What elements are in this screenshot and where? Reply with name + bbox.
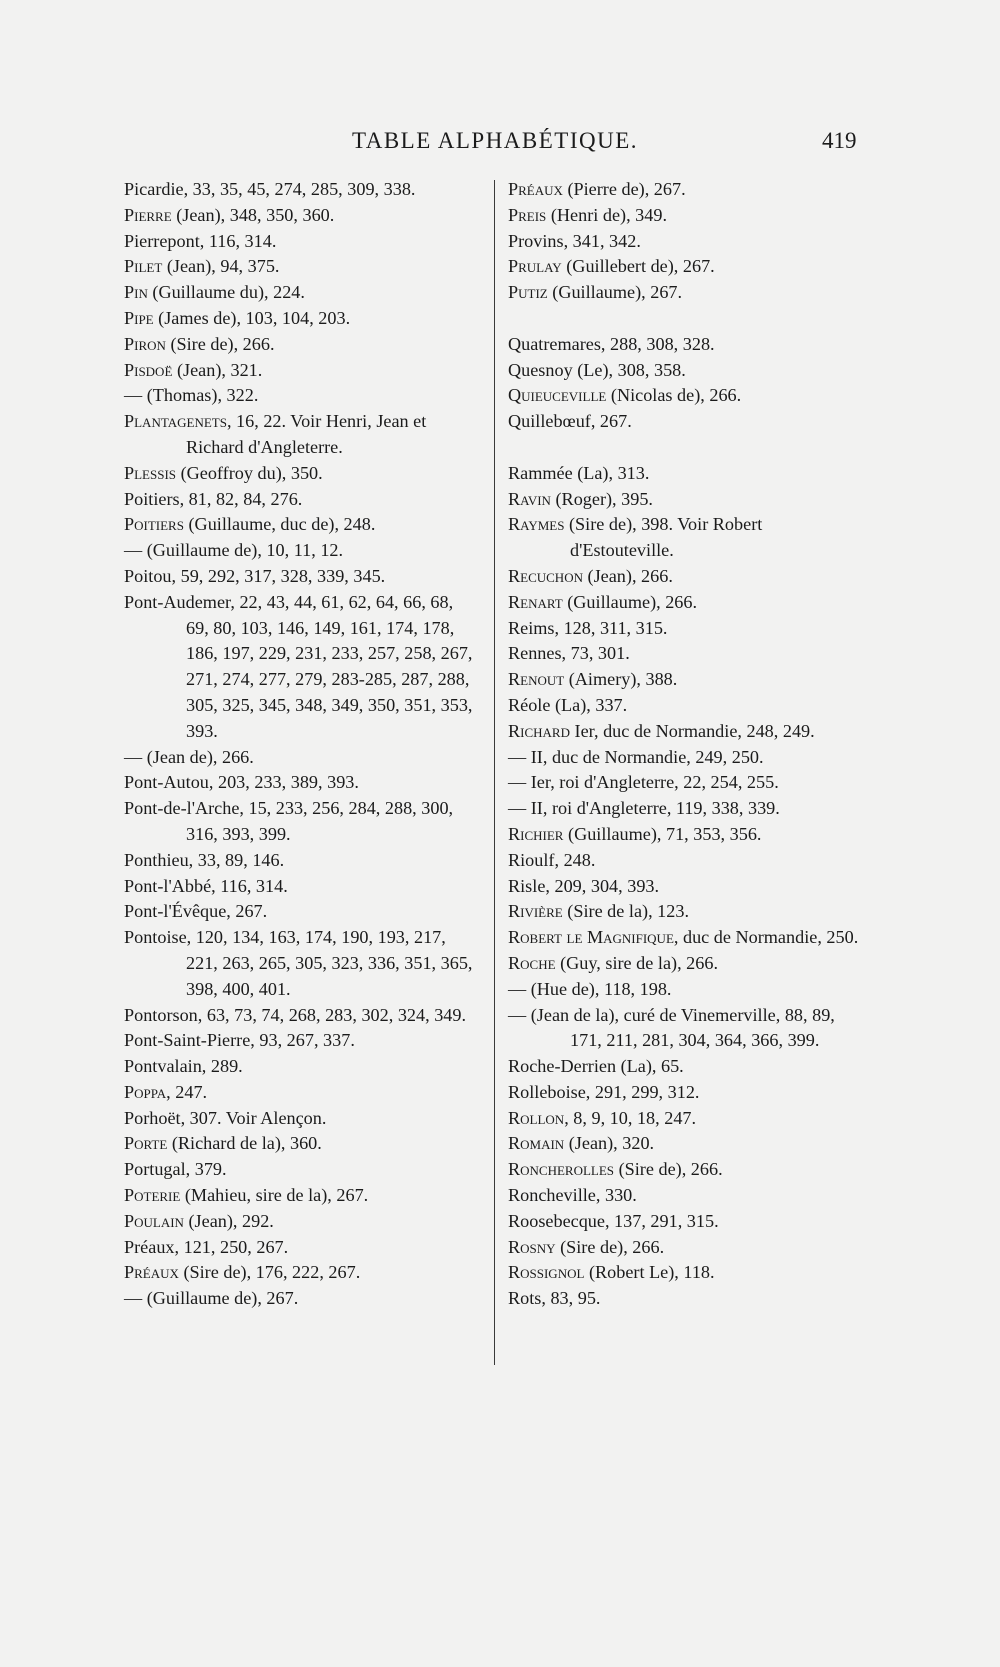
entry-text: Rots, 83, 95. [508,1288,601,1309]
entry-heading: Poulain [124,1210,184,1231]
index-entry [508,383,868,409]
index-entry [124,229,480,255]
index-entry [124,796,480,848]
entry-text: , 16, 22. Voir Henri, Jean et Richard d'Angleterre. [186,411,427,457]
entry-text: , 8, 9, 10, 18, 247. [564,1107,697,1128]
entry-heading: Quieuceville [508,385,607,406]
entry-heading: Rossignol [508,1262,585,1283]
index-entry [508,770,868,796]
entry-text: (Guillaume), 266. [562,591,698,612]
entry-text: (Guillaume), 71, 353, 356. [563,823,762,844]
entry-text: Poitou, 59, 292, 317, 328, 339, 345. [124,565,386,586]
entry-text: (Jean), 348, 350, 360. [171,204,335,225]
entry-text: Roosebecque, 137, 291, 315. [508,1210,719,1231]
entry-text: (Geoffroy du), 350. [176,462,323,483]
entry-text: (Sire de), 266. [614,1159,723,1180]
entry-text: Quatremares, 288, 308, 328. [508,333,715,354]
entry-text: (Jean), 292. [183,1210,274,1231]
entry-text: (Guillaume), 267. [547,282,683,303]
index-entry [124,564,480,590]
entry-text: (Guy, sire de la), 266. [555,952,718,973]
index-entry [508,564,868,590]
entry-heading: Richier [508,823,564,844]
entry-heading: Pisdoë [124,359,173,380]
entry-text: Portugal, 379. [124,1159,227,1180]
index-entry [508,977,868,1003]
index-entry [508,487,868,513]
entry-text: Rammée (La), 313. [508,462,650,483]
index-entry [124,1131,480,1157]
column-divider [494,180,495,1365]
entry-text: (Nicolas de), 266. [606,385,742,406]
index-entry [508,409,868,435]
entry-text: (Sire de), 398. Voir Robert d'Estouteville. [564,514,763,561]
index-entry [124,899,480,925]
index-entry [508,1106,868,1132]
entry-text: Picardie, 33, 35, 45, 274, 285, 309, 338. [124,179,416,199]
index-entry [124,848,480,874]
index-entry [508,332,868,358]
index-entry [124,1054,480,1080]
entry-heading: Poppa [124,1081,167,1102]
entry-text: (Roger), 395. [550,488,653,509]
entry-text: Rioulf, 248. [508,849,596,870]
entry-text: (Jean), 94, 375. [162,256,280,277]
entry-text: (Sire de la), 123. [562,901,689,922]
entry-text: — II, duc de Normandie, 249, 250. [508,746,764,767]
entry-text: — (Guillaume de), 10, 11, 12. [124,540,344,561]
entry-heading: Rivière [508,901,563,922]
entry-heading: Poitiers [124,514,184,535]
index-entry [508,1209,868,1235]
index-entry [124,1260,480,1286]
entry-heading: Ravin [508,488,551,509]
entry-heading: Roche [508,952,556,973]
entry-text: (Jean), 266. [582,565,673,586]
entry-text: (Jean), 320. [564,1133,655,1154]
index-entry [508,177,868,203]
index-entry [508,1286,868,1312]
entry-heading: Plessis [124,462,177,483]
entry-heading: Pin [124,282,148,303]
index-entry [508,203,868,229]
entry-heading: Raymes [508,514,565,535]
index-entry [508,616,868,642]
entry-text: (Pierre de), 267. [562,179,686,199]
index-entry [508,229,868,255]
index-entry [508,641,868,667]
entry-text: (Richard de la), 360. [167,1133,322,1154]
index-entry [124,1235,480,1261]
entry-text: (Sire de), 266. [555,1236,665,1257]
index-entry [124,745,480,771]
entry-text: , 247. [166,1081,208,1102]
entry-text: Pont-Saint-Pierre, 93, 267, 337. [124,1030,355,1051]
index-entry [508,1003,868,1055]
index-entry [508,358,868,384]
entry-text: Ponthieu, 33, 89, 146. [124,849,285,870]
index-entry [508,1183,868,1209]
index-entry [508,925,868,951]
index-entry [508,1054,868,1080]
entry-text: (James de), 103, 104, 203. [153,307,351,328]
index-entry [124,1286,480,1312]
entry-heading: Putiz [508,282,548,303]
entry-heading: Preis [508,204,547,225]
page-header [0,128,1000,164]
index-entry [508,874,868,900]
index-entry [508,1157,868,1183]
index-entry [508,512,868,564]
index-entry [508,693,868,719]
entry-text: (Aimery), 388. [564,669,678,690]
entry-text: Quesnoy (Le), 308, 358. [508,359,686,380]
index-entry [124,874,480,900]
entry-text: Poitiers, 81, 82, 84, 276. [124,488,303,509]
index-entry [124,770,480,796]
section-gap [508,435,868,461]
entry-text: — Ier, roi d'Angleterre, 22, 254, 255. [508,772,779,793]
index-entry [508,461,868,487]
entry-heading: Renart [508,591,563,612]
index-entry [124,280,480,306]
entry-text: Pont-l'Abbé, 116, 314. [124,875,288,896]
entry-text: Reims, 128, 311, 315. [508,617,668,638]
index-entry [124,512,480,538]
entry-text: — (Thomas), 322. [124,385,259,406]
entry-text: (Jean), 321. [172,359,263,380]
index-entry [124,1003,480,1029]
index-entry [124,487,480,513]
index-entry [508,667,868,693]
entry-text: Roncheville, 330. [508,1185,637,1206]
index-entry [124,925,480,1002]
entry-text: — II, roi d'Angleterre, 119, 338, 339. [508,798,780,819]
entry-heading: Prulay [508,256,562,277]
entry-text: Préaux, 121, 250, 267. [124,1236,289,1257]
entry-text: Ier, duc de Normandie, 248, 249. [569,720,815,741]
entry-text: (Guillaume, duc de), 248. [183,514,376,535]
entry-text: (Guillaume du), 224. [147,282,305,303]
index-entry [508,822,868,848]
entry-heading: Richard [508,720,570,741]
entry-text: Porhoët, 307. Voir Alençon. [124,1107,327,1128]
index-entry [124,1106,480,1132]
entry-heading: Piron [124,333,166,354]
entry-text: Pontorson, 63, 73, 74, 268, 283, 302, 324, 349. [124,1004,467,1025]
entry-text: Pont-Autou, 203, 233, 389, 393. [124,772,359,793]
entry-heading: Préaux [508,179,563,199]
index-entry [508,796,868,822]
index-entry [508,719,868,745]
index-entry [508,1260,868,1286]
entry-text: Quillebœuf, 267. [508,411,632,432]
index-entry [124,409,480,461]
index-entry [124,1209,480,1235]
entry-text: (Guillebert de), 267. [561,256,715,277]
index-entry [508,254,868,280]
entry-text: (Robert Le), 118. [584,1262,715,1283]
entry-heading: Robert le Magnifique [508,927,674,948]
entry-heading: Rollon [508,1107,565,1128]
index-entry [508,1235,868,1261]
index-entry [124,254,480,280]
index-entry [124,177,480,203]
index-entry [124,538,480,564]
entry-heading: Pierre [124,204,172,225]
entry-heading: Renout [508,669,565,690]
entry-heading: Rosny [508,1236,556,1257]
index-column-left [124,177,480,1312]
index-entry [508,848,868,874]
entry-text: (Henri de), 349. [546,204,668,225]
entry-text: — (Hue de), 118, 198. [508,978,672,999]
entry-text: — (Jean de), 266. [124,746,254,767]
index-entry [124,332,480,358]
index-entry [124,461,480,487]
entry-text: Rolleboise, 291, 299, 312. [508,1081,700,1102]
index-entry [508,590,868,616]
entry-heading: Recuchon [508,565,583,586]
index-entry [508,951,868,977]
entry-text: Pontoise, 120, 134, 163, 174, 190, 193, 217, 221, 263, 265, 305, 323, 336, 351, 365, 398, 400, 401. [124,927,473,999]
entry-text: Pont-l'Évêque, 267. [124,901,268,922]
entry-text: , duc de Normandie, 250. [673,927,859,948]
entry-text: (Sire de), 266. [165,333,275,354]
index-entry [124,1157,480,1183]
index-entry [124,1028,480,1054]
entry-text: Pont-Audemer, 22, 43, 44, 61, 62, 64, 66, 68, 69, 80, 103, 146, 149, 161, 174, 178, 186, 197, 229, 231, 233, 257, 258, 267, 271, 274, 277, 279, 283-285, 287, 288, 305, 325, 345, 348, 349, 350, 351, 353, 393. [124,591,473,741]
index-entry [508,745,868,771]
entry-text: Réole (La), 337. [508,694,628,715]
index-entry [124,590,480,745]
entry-heading: Poterie [124,1185,181,1206]
entry-text: (Sire de), 176, 222, 267. [178,1262,361,1283]
entry-text: Risle, 209, 304, 393. [508,875,660,896]
index-entry [124,306,480,332]
page-number: 419 [822,128,857,153]
index-entry [124,203,480,229]
entry-text: Roche-Derrien (La), 65. [508,1056,684,1077]
entry-text: Rennes, 73, 301. [508,643,630,664]
entry-heading: Porte [124,1133,168,1154]
entry-text: — (Jean de la), curé de Vinemerville, 88, 89, 171, 211, 281, 304, 364, 366, 399. [508,1004,835,1051]
entry-heading: Plantagenets [124,411,227,432]
index-column-right [508,177,868,1312]
entry-heading: Pilet [124,256,163,277]
index-entry [124,383,480,409]
entry-text: Provins, 341, 342. [508,230,641,251]
entry-text: Pierrepont, 116, 314. [124,230,277,251]
entry-heading: Pipe [124,307,154,328]
running-title: TABLE ALPHABÉTIQUE. [352,128,639,153]
entry-heading: Préaux [124,1262,179,1283]
index-entry [124,358,480,384]
index-entry [124,1080,480,1106]
entry-heading: Roncherolles [508,1159,615,1180]
section-gap [508,306,868,332]
index-entry [508,280,868,306]
entry-text: Pont-de-l'Arche, 15, 233, 256, 284, 288, 300, 316, 393, 399. [124,798,454,844]
index-entry [508,899,868,925]
entry-text: — (Guillaume de), 267. [124,1288,299,1309]
index-entry [508,1080,868,1106]
entry-text: (Mahieu, sire de la), 267. [180,1185,369,1206]
entry-heading: Romain [508,1133,565,1154]
index-entry [124,1183,480,1209]
index-entry [508,1131,868,1157]
entry-text: Pontvalain, 289. [124,1056,243,1077]
